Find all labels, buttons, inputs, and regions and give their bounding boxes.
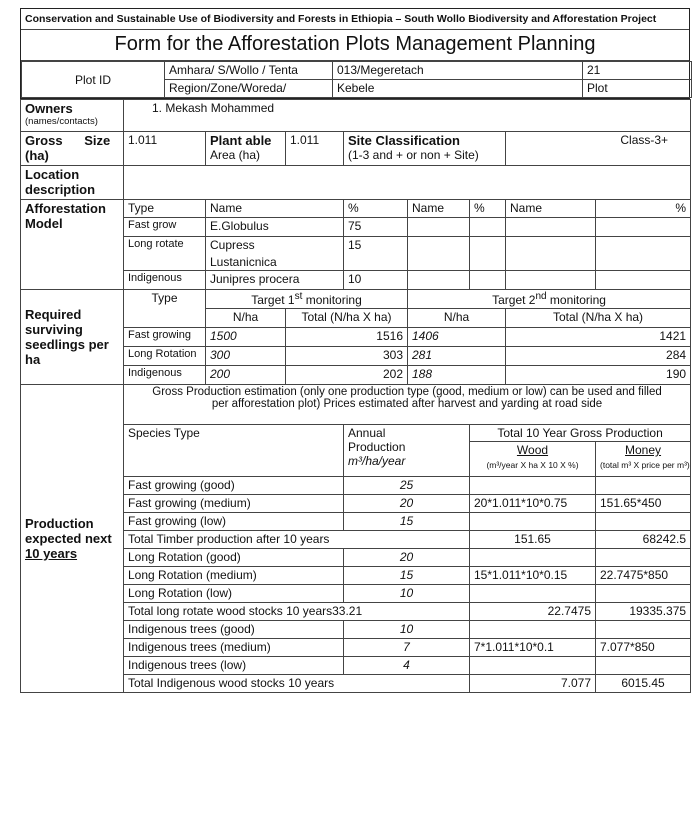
species-row-wood: 15*1.011*10*0.15	[470, 567, 596, 585]
species-row-name: Long Rotation (medium)	[124, 567, 344, 585]
species-row-money: 22.7475*850	[596, 567, 691, 585]
model-label-1: Afforestation	[25, 201, 106, 216]
production-note-1: Gross Production estimation (only one production type (good, medium or low) can be used and filled	[152, 386, 662, 398]
seedlings-total-2: Total (N/ha X ha)	[506, 309, 691, 328]
model-row-name-2: Lustanicnica	[206, 254, 344, 271]
region-label: Region/Zone/Woreda/	[165, 80, 333, 98]
seedlings-row-n1: 200	[206, 366, 286, 385]
species-row-wood: 20*1.011*10*0.75	[470, 495, 596, 513]
production-label-cell	[21, 385, 124, 693]
model-header-name2: Name	[408, 200, 470, 218]
species-type-header: Species Type	[124, 425, 344, 477]
species-row-value: 10	[344, 621, 470, 639]
seedlings-row-n2: 188	[408, 366, 506, 385]
location-label-cell	[21, 166, 124, 200]
seedlings-row-t2: 284	[506, 347, 691, 366]
kebele-label: Kebele	[333, 80, 583, 98]
group-total-label: Total Timber production after 10 years	[124, 531, 470, 549]
plot-label: Plot	[583, 80, 692, 98]
seedlings-label-2: surviving	[25, 322, 83, 337]
group-total-label: Total Indigenous wood stocks 10 years	[124, 675, 470, 693]
wood-sub-header: (m³/year X ha X 10 X %)	[470, 459, 596, 477]
seedlings-row-t1: 202	[286, 366, 408, 385]
seedlings-row-n2: 281	[408, 347, 506, 366]
wood-header: Wood	[470, 442, 596, 459]
plot-id-table	[21, 61, 692, 98]
production-note-cell	[124, 385, 691, 425]
owners-label-cell	[21, 100, 124, 132]
seedlings-row-t2: 1421	[506, 328, 691, 347]
seedlings-label-4: ha	[25, 352, 41, 367]
location-label-2: description	[25, 182, 96, 197]
group-total-money: 6015.45	[596, 675, 691, 693]
model-row-name: E.Globulus	[206, 218, 344, 237]
group-total-label: Total long rotate wood stocks 10 years33.21	[124, 603, 470, 621]
owners-sublabel: (names/contacts)	[25, 116, 98, 127]
model-row-name: Junipres procera	[206, 271, 344, 290]
project-title: Conservation and Sustainable Use of Biodiversity and Forests in Ethiopia – South Wollo Biodiversity and Afforestation Project	[21, 9, 689, 30]
main-table	[20, 99, 691, 693]
plantable-value: 1.011	[286, 132, 344, 166]
model-header-pct1: %	[344, 200, 408, 218]
production-note-2: per afforestation plot) Prices estimated after harvest and yarding at road side	[211, 398, 603, 410]
group-total-money: 68242.5	[596, 531, 691, 549]
seedlings-label-1: Required	[25, 307, 82, 322]
money-header: Money	[596, 442, 691, 459]
model-row-pct: 15	[344, 237, 408, 271]
gross-label: Gross Size	[25, 133, 111, 148]
gross-unit: (ha)	[25, 148, 49, 163]
kebele-value: 013/Megeretach	[333, 62, 583, 80]
group-total-money: 19335.375	[596, 603, 691, 621]
form-page	[20, 8, 690, 693]
money-sub-header: (total m³ X price per m³)	[596, 459, 691, 477]
group-total-wood: 7.077	[470, 675, 596, 693]
plantable-sub: Area (ha)	[210, 148, 261, 162]
gross-label-cell	[21, 132, 124, 166]
total10-header: Total 10 Year Gross Production	[470, 425, 691, 442]
seedlings-target2-header: Target 2nd monitoring	[408, 290, 691, 309]
seedlings-type-header: Type	[124, 290, 206, 328]
model-label-cell	[21, 200, 124, 290]
model-label-2: Model	[25, 216, 63, 231]
annual-header-1: Annual	[348, 426, 386, 440]
site-label-cell	[344, 132, 506, 166]
seedlings-nha-2: N/ha	[408, 309, 506, 328]
species-row-value: 25	[344, 477, 470, 495]
location-label-1: Location	[25, 167, 80, 182]
seedlings-row-n1: 300	[206, 347, 286, 366]
site-label: Site Classification	[348, 133, 460, 148]
species-row-name: Long Rotation (good)	[124, 549, 344, 567]
site-sub: (1-3 and + or non + Site)	[348, 148, 479, 162]
annual-header-3: m³/ha/year	[348, 454, 406, 468]
production-label-3: 10 years	[25, 546, 78, 561]
model-header-pct2: %	[470, 200, 506, 218]
gross-value: 1.011	[124, 132, 206, 166]
location-value	[124, 166, 691, 200]
seedlings-row-t1: 1516	[286, 328, 408, 347]
group-total-wood: 151.65	[470, 531, 596, 549]
species-row-name: Fast growing (good)	[124, 477, 344, 495]
seedlings-row-t2: 190	[506, 366, 691, 385]
annual-header-2: Production	[348, 440, 406, 454]
seedlings-total-1: Total (N/ha X ha)	[286, 309, 408, 328]
species-row-money: 7.077*850	[596, 639, 691, 657]
model-row-pct: 10	[344, 271, 408, 290]
species-row-name: Indigenous trees (good)	[124, 621, 344, 639]
seedlings-nha-1: N/ha	[206, 309, 286, 328]
species-row-value: 7	[344, 639, 470, 657]
species-row-value: 20	[344, 549, 470, 567]
model-header-name1: Name	[206, 200, 344, 218]
species-row-name: Fast growing (medium)	[124, 495, 344, 513]
species-row-value: 4	[344, 657, 470, 675]
species-row-name: Long Rotation (low)	[124, 585, 344, 603]
model-row-name: Cupress	[206, 237, 344, 254]
species-row-value: 15	[344, 567, 470, 585]
species-row-name: Indigenous trees (medium)	[124, 639, 344, 657]
seedlings-row-n2: 1406	[408, 328, 506, 347]
species-row-name: Indigenous trees (low)	[124, 657, 344, 675]
model-row-pct: 75	[344, 218, 408, 237]
plantable-label-cell	[206, 132, 286, 166]
model-header-pct3: %	[596, 200, 691, 218]
model-header-name3: Name	[506, 200, 596, 218]
seedlings-row-n1: 1500	[206, 328, 286, 347]
species-row-value: 10	[344, 585, 470, 603]
seedlings-row-type: Fast growing	[124, 328, 206, 347]
seedlings-row-t1: 303	[286, 347, 408, 366]
production-label-2: expected next	[25, 531, 112, 546]
seedlings-row-type: Long Rotation	[124, 347, 206, 366]
model-row-type: Fast grow	[124, 218, 206, 237]
owners-value: 1. Mekash Mohammed	[124, 100, 691, 132]
species-row-value: 20	[344, 495, 470, 513]
species-row-money: 151.65*450	[596, 495, 691, 513]
group-total-wood: 22.7475	[470, 603, 596, 621]
species-row-name: Fast growing (low)	[124, 513, 344, 531]
site-value: Class-3+	[506, 132, 691, 166]
annual-header	[344, 425, 470, 477]
model-header-type: Type	[124, 200, 206, 218]
seedlings-label-cell	[21, 290, 124, 385]
model-row-type: Indigenous	[124, 271, 206, 290]
plantable-label: Plant able	[210, 133, 272, 148]
plot-value: 21	[583, 62, 692, 80]
form-title: Form for the Afforestation Plots Management Planning	[21, 30, 689, 61]
form-header	[20, 8, 690, 99]
seedlings-row-type: Indigenous	[124, 366, 206, 385]
plot-id-label: Plot ID	[22, 62, 165, 98]
model-row-type: Long rotate	[124, 237, 206, 271]
production-label-1: Production	[25, 516, 94, 531]
seedlings-target1-header: Target 1st monitoring	[206, 290, 408, 309]
owners-label: Owners	[25, 101, 73, 116]
species-row-value: 15	[344, 513, 470, 531]
species-row-wood: 7*1.011*10*0.1	[470, 639, 596, 657]
region-value: Amhara/ S/Wollo / Tenta	[165, 62, 333, 80]
seedlings-label-3: seedlings per	[25, 337, 109, 352]
